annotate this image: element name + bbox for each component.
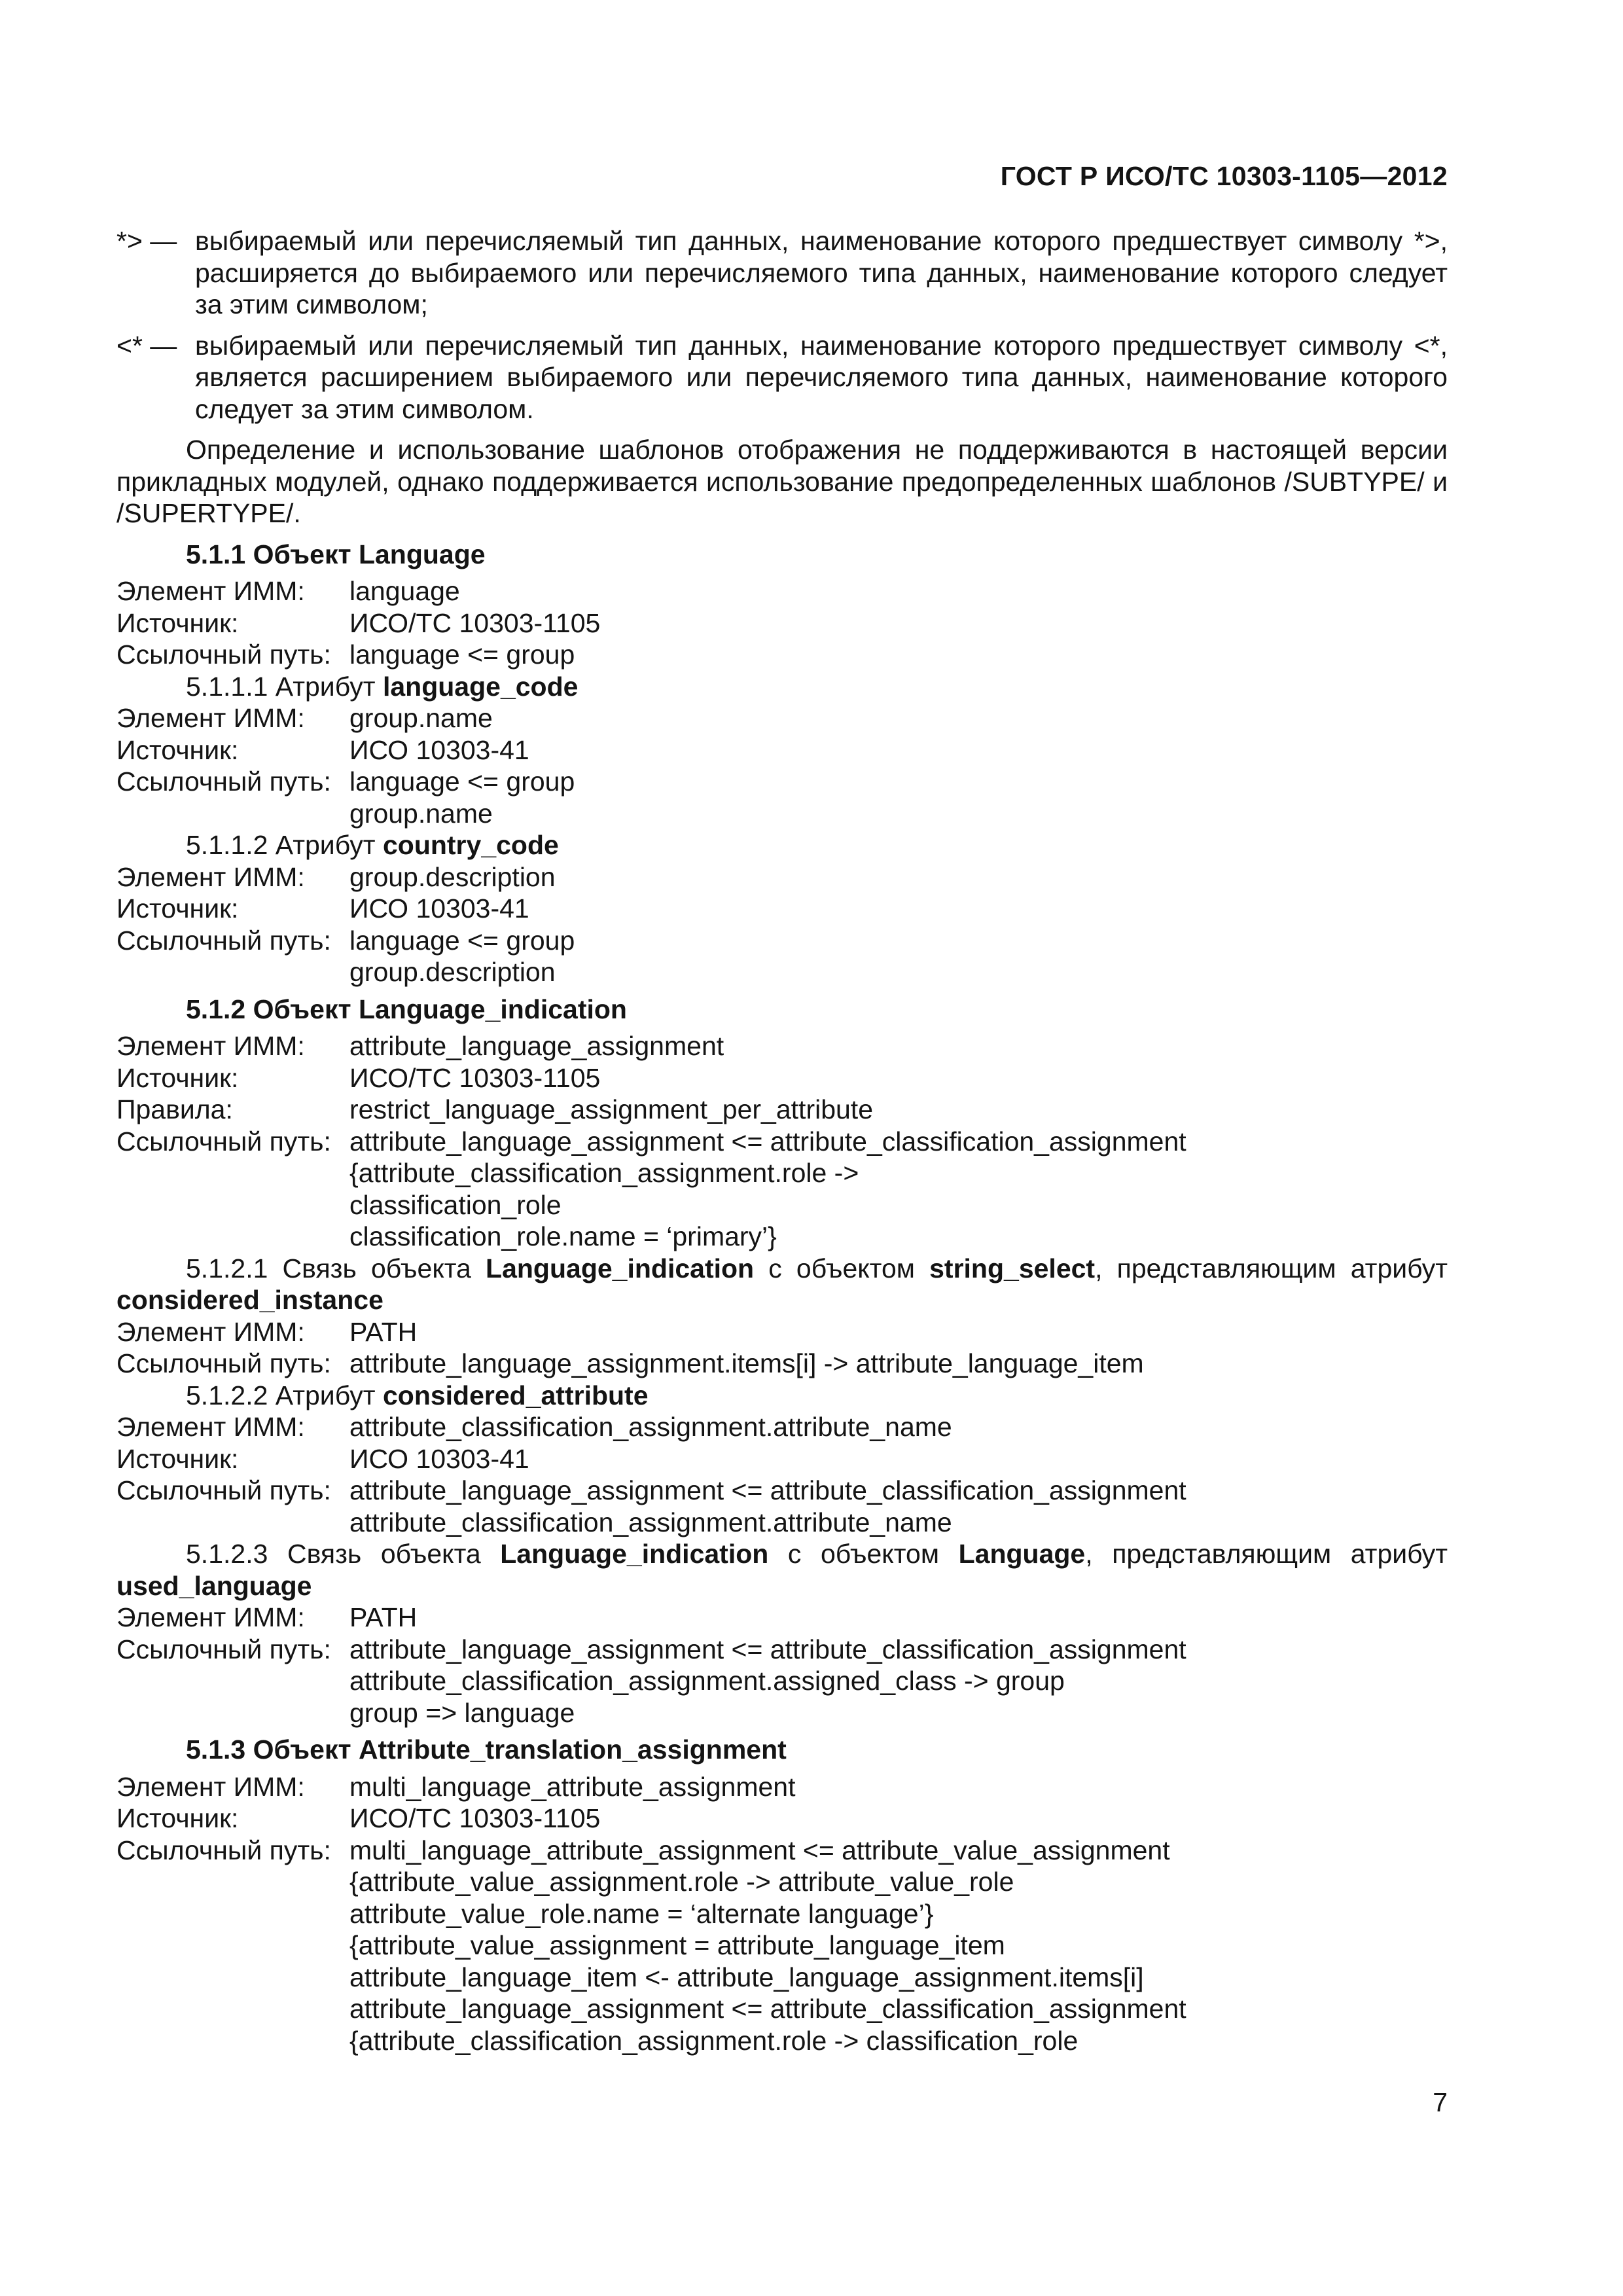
title-text: , представляющим атрибут: [1085, 1539, 1448, 1569]
label-source: Источник:: [116, 893, 239, 924]
title-text: с объектом: [768, 1539, 959, 1569]
label-source: Источник:: [116, 1062, 239, 1093]
path-continuation: {attribute_classification_assignment.role -> classification_role: [349, 2025, 1079, 2056]
mapping-row-source: [116, 1803, 1448, 1835]
mapping-row-path: [116, 925, 1448, 957]
value-path: attribute_language_assignment.items[i] -> attribute_language_item: [349, 1348, 1144, 1378]
path-continuation: {attribute_value_assignment = attribute_language_item: [349, 1930, 1005, 1960]
mapping-row-source: [116, 893, 1448, 925]
section-5-1-1-2-title: [186, 829, 1448, 861]
document-header: ГОСТ Р ИСО/ТС 10303-1105—2012: [1000, 161, 1448, 191]
label-element: Элемент ИММ:: [116, 1031, 305, 1061]
path-continuation: classification_role.name = ‘primary’}: [349, 1221, 777, 1251]
path-continuation: group.description: [349, 957, 556, 987]
path-continuation: attribute_classification_assignment.assigned_class -> group: [349, 1666, 1065, 1696]
mapping-row-element: [116, 1411, 1448, 1443]
label-element: Элемент ИММ:: [116, 861, 305, 892]
value-path: language <= group: [349, 766, 575, 797]
label-source: Источник:: [116, 1803, 239, 1833]
section-5-1-2-title: 5.1.2 Объект Language_indication: [186, 994, 627, 1024]
path-continuation: {attribute_value_assignment.role -> attribute_value_role: [349, 1867, 1014, 1897]
label-path: Ссылочный путь:: [116, 925, 331, 956]
value-element: group.name: [349, 703, 493, 733]
path-continuation: {attribute_classification_assignment.role ->: [349, 1158, 859, 1188]
value-element: PATH: [349, 1602, 418, 1632]
note-extension-of: [116, 330, 1448, 425]
page-number: 7: [1433, 2087, 1448, 2117]
note-symbol: *> —: [116, 226, 177, 256]
attribute-prefix: 5.1.1.2 Атрибут: [186, 830, 383, 860]
label-path: Ссылочный путь:: [116, 1835, 331, 1865]
mapping-row-path: [116, 639, 1448, 671]
value-path: multi_language_attribute_assignment <= attribute_value_assignment: [349, 1835, 1170, 1865]
value-source: ИСО/ТС 10303-1105: [349, 1062, 601, 1093]
label-path: Ссылочный путь:: [116, 1634, 331, 1664]
entity-name: Language_indication: [486, 1253, 755, 1283]
path-continuation: attribute_value_role.name = ‘alternate language’}: [349, 1898, 934, 1929]
value-element: attribute_language_assignment: [349, 1031, 724, 1061]
value-element: multi_language_attribute_assignment: [349, 1771, 796, 1802]
label-path: Ссылочный путь:: [116, 766, 331, 797]
mapping-row-element: [116, 861, 1448, 893]
value-source: ИСО 10303-41: [349, 1443, 529, 1474]
mapping-row-path: [116, 1475, 1448, 1507]
entity-name: string_select: [929, 1253, 1096, 1283]
entity-name: Language: [958, 1539, 1086, 1569]
value-path: attribute_language_assignment <= attribute_classification_assignment: [349, 1126, 1186, 1157]
mapping-row-element: [116, 1602, 1448, 1634]
mapping-row-rules: [116, 1094, 1448, 1126]
attribute-name: language_code: [382, 671, 579, 702]
section-5-1-2-3-title: [116, 1538, 1448, 1602]
title-text: , представляющим атрибут: [1095, 1253, 1448, 1283]
label-source: Источник:: [116, 734, 239, 765]
value-source: ИСО/ТС 10303-1105: [349, 1803, 601, 1833]
label-element: Элемент ИММ:: [116, 576, 305, 606]
path-continuation: group => language: [349, 1697, 575, 1728]
mapping-row-source: [116, 734, 1448, 766]
label-path: Ссылочный путь:: [116, 1348, 331, 1378]
value-element: PATH: [349, 1316, 418, 1347]
attribute-name: used_language: [116, 1570, 312, 1601]
path-continuation: group.name: [349, 798, 493, 829]
value-source: ИСО/ТС 10303-1105: [349, 607, 601, 638]
label-element: Элемент ИММ:: [116, 1602, 305, 1632]
note-text: выбираемый или перечисляемый тип данных, наименование которого предшествует символу *>, расширяется до выбираемого или перечисляемого типа данных, наименование которого следует за этим символом;: [195, 226, 1448, 319]
label-path: Ссылочный путь:: [116, 1126, 331, 1157]
value-path: attribute_language_assignment <= attribute_classification_assignment: [349, 1634, 1186, 1664]
entity-name: Language_indication: [500, 1539, 769, 1569]
mapping-row-element: [116, 575, 1448, 607]
mapping-row-path: [116, 1835, 1448, 1867]
mapping-row-element: [116, 1030, 1448, 1062]
value-element: attribute_classification_assignment.attribute_name: [349, 1412, 952, 1442]
note-extension: [116, 225, 1448, 321]
mapping-row-path: [116, 766, 1448, 798]
label-path: Ссылочный путь:: [116, 1475, 331, 1505]
value-rules: restrict_language_assignment_per_attribute: [349, 1094, 874, 1124]
label-rules: Правила:: [116, 1094, 233, 1124]
label-element: Элемент ИММ:: [116, 1771, 305, 1802]
mapping-row-element: [116, 1771, 1448, 1803]
mapping-row-path: [116, 1348, 1448, 1380]
value-path: attribute_language_assignment <= attribute_classification_assignment: [349, 1475, 1186, 1505]
note-symbol: <* —: [116, 330, 177, 361]
path-continuation: classification_role: [349, 1189, 562, 1220]
mapping-row-element: [116, 702, 1448, 734]
label-element: Элемент ИММ:: [116, 703, 305, 733]
value-path: language <= group: [349, 925, 575, 956]
intro-paragraph: Определение и использование шаблонов отображения не поддерживаются в настоящей версии прикладных модулей, однако поддерживается использование предопределенных шаблонов /SUBTYPE/ и /SUPERTYPE/.: [116, 435, 1448, 528]
title-text: с объектом: [754, 1253, 930, 1283]
mapping-row-element: [116, 1316, 1448, 1348]
value-source: ИСО 10303-41: [349, 893, 529, 924]
attribute-name: considered_attribute: [382, 1380, 649, 1410]
label-source: Источник:: [116, 607, 239, 638]
mapping-row-source: [116, 1062, 1448, 1094]
label-element: Элемент ИММ:: [116, 1316, 305, 1347]
mapping-row-path: [116, 1126, 1448, 1158]
mapping-row-path: [116, 1634, 1448, 1666]
path-continuation: attribute_language_assignment <= attribute_classification_assignment: [349, 1994, 1186, 2024]
label-path: Ссылочный путь:: [116, 639, 331, 670]
value-source: ИСО 10303-41: [349, 734, 529, 765]
value-element: group.description: [349, 861, 556, 892]
section-5-1-1-1-title: [186, 671, 1448, 703]
section-5-1-1-title: 5.1.1 Объект Language: [186, 539, 486, 569]
attribute-name: country_code: [382, 830, 559, 860]
section-5-1-2-1-title: [116, 1253, 1448, 1316]
value-path: language <= group: [349, 639, 575, 670]
attribute-prefix: 5.1.1.1 Атрибут: [186, 671, 383, 702]
title-text: 5.1.2.3 Связь объекта: [186, 1539, 501, 1569]
section-5-1-3-title: 5.1.3 Объект Attribute_translation_assignment: [186, 1734, 787, 1765]
attribute-prefix: 5.1.2.2 Атрибут: [186, 1380, 383, 1410]
attribute-name: considered_instance: [116, 1285, 383, 1315]
value-element: language: [349, 576, 460, 606]
label-element: Элемент ИММ:: [116, 1412, 305, 1442]
mapping-row-source: [116, 607, 1448, 639]
section-5-1-2-2-title: [186, 1380, 1448, 1412]
note-text: выбираемый или перечисляемый тип данных, наименование которого предшествует символу <*, является расширением выбираемого или перечисляемого типа данных, наименование которого следует за этим символом.: [195, 330, 1448, 424]
title-text: 5.1.2.1 Связь объекта: [186, 1253, 486, 1283]
path-continuation: attribute_language_item <- attribute_language_assignment.items[i]: [349, 1962, 1144, 1992]
mapping-row-source: [116, 1443, 1448, 1475]
path-continuation: attribute_classification_assignment.attribute_name: [349, 1507, 952, 1537]
label-source: Источник:: [116, 1443, 239, 1474]
page-content: [116, 225, 1448, 2056]
